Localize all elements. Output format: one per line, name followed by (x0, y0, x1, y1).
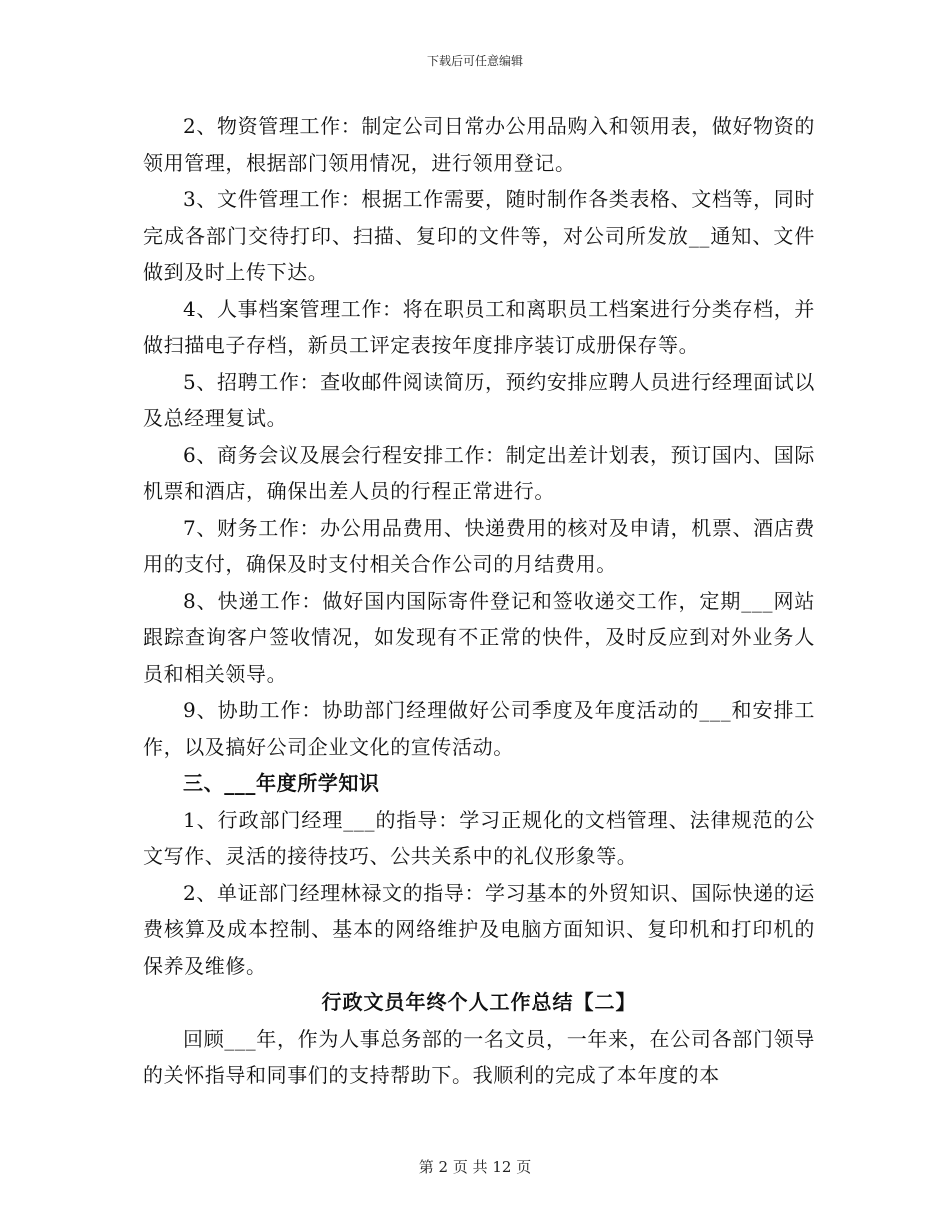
section-title: 行政文员年终个人工作总结【二】 (321, 990, 637, 1014)
paragraph-recruitment: 5、招聘工作：查收邮件阅读简历，预约安排应聘人员进行经理面试以及总经理复试。 (143, 369, 815, 430)
page-header: 下载后可任意编辑 (426, 54, 523, 68)
paragraph-knowledge-admin: 1、行政部门经理___的指导：学习正规化的文档管理、法律规范的公文写作、灵活的接待技巧、公共关系中的礼仪形象等。 (143, 807, 815, 868)
paragraph-express-delivery: 8、快递工作：做好国内国际寄件登记和签收递交工作，定期___网站跟踪查询客户签收情况，如发现有不正常的快件，及时反应到对外业务人员和相关领导。 (143, 588, 815, 686)
page-footer: 第 2 页 共 12 页 (418, 1158, 532, 1176)
paragraph-business-travel: 6、商务会议及展会行程安排工作：制定出差计划表，预订国内、国际机票和酒店，确保出差人员的行程正常进行。 (143, 442, 815, 503)
paragraph-personnel-archives: 4、人事档案管理工作：将在职员工和离职员工档案进行分类存档，并做扫描电子存档，新员工评定表按年度排序装订成册保存等。 (143, 296, 815, 357)
paragraph-material-management: 2、物资管理工作：制定公司日常办公用品购入和领用表，做好物资的领用管理，根据部门领用情况，进行领用登记。 (143, 114, 815, 175)
paragraph-knowledge-documents: 2、单证部门经理林禄文的指导：学习基本的外贸知识、国际快递的运费核算及成本控制、基本的网络维护及电脑方面知识、复印机和打印机的保养及维修。 (143, 880, 815, 978)
section-heading-knowledge: 三、___年度所学知识 (183, 771, 380, 795)
paragraph-finance: 7、财务工作：办公用品费用、快递费用的核对及申请，机票、酒店费用的支付，确保及时支付相关合作公司的月结费用。 (143, 515, 815, 576)
document-body (143, 108, 815, 1094)
paragraph-assistance: 9、协助工作：协助部门经理做好公司季度及年度活动的___和安排工作，以及搞好公司企业文化的宣传活动。 (143, 698, 815, 759)
paragraph-intro: 回顾___年，作为人事总务部的一名文员，一年来，在公司各部门领导的关怀指导和同事们的支持帮助下。我顺利的完成了本年度的本 (143, 1026, 815, 1087)
paragraph-file-management: 3、文件管理工作：根据工作需要，随时制作各类表格、文档等，同时完成各部门交待打印、扫描、复印的文件等，对公司所发放__通知、文件做到及时上传下达。 (143, 187, 815, 284)
